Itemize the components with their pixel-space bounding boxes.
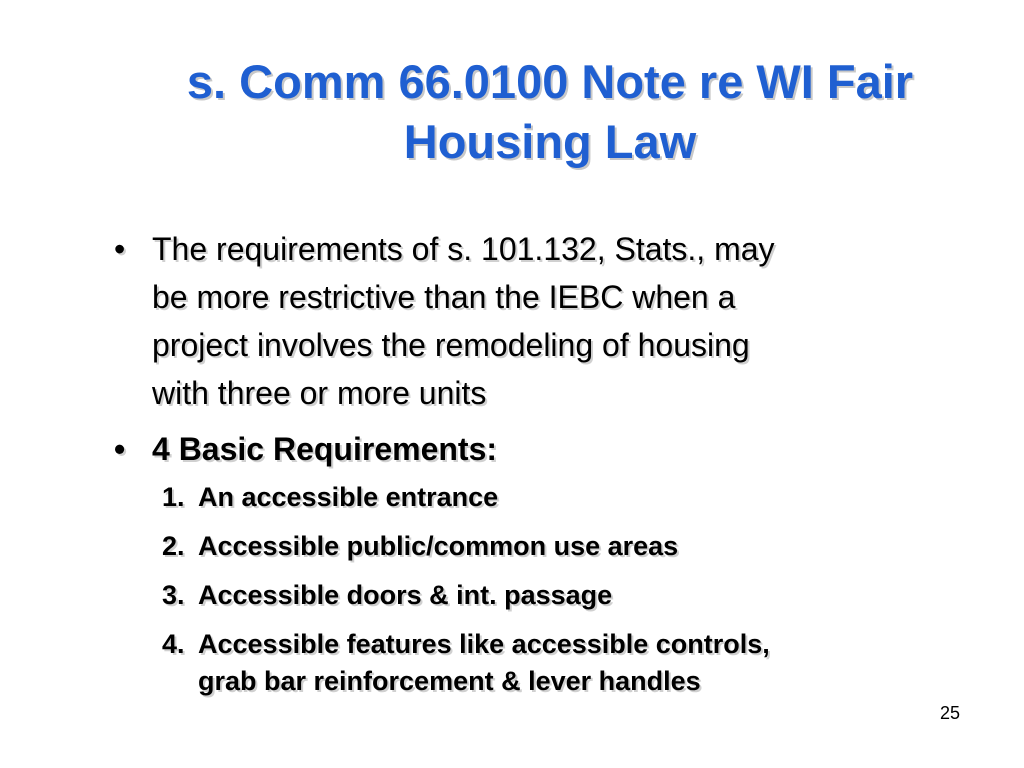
requirement-item (110, 528, 960, 565)
bullet-item (110, 225, 960, 417)
requirement-text-line: An accessible entrance (198, 482, 499, 512)
requirement-text-line: grab bar reinforcement & lever handles (198, 666, 701, 696)
requirement-text-line: Accessible doors & int. passage (198, 580, 613, 610)
requirement-item (110, 577, 960, 614)
requirement-text-line: Accessible features like accessible controls, (198, 629, 770, 659)
requirement-item (110, 479, 960, 516)
requirement-item (110, 626, 960, 700)
slide-title-line: s. Comm 66.0100 Note re WI Fair (186, 55, 914, 108)
requirement-number: 2. (162, 531, 185, 561)
bullet-item (110, 425, 960, 473)
bullet-text-line: be more restrictive than the IEBC when a (152, 279, 736, 315)
slide-body (110, 225, 960, 700)
bullet-text-line: The requirements of s. 101.132, Stats., may (152, 231, 775, 267)
bullet-marker: • (114, 431, 126, 467)
requirement-number: 4. (162, 629, 185, 659)
requirements-list (110, 479, 960, 700)
bullet-text-line: with three or more units (152, 375, 487, 411)
slide-title-line: Housing Law (403, 115, 697, 168)
requirement-number: 3. (162, 580, 185, 610)
page-number: 25 (940, 703, 961, 723)
bullet-text-line: project involves the remodeling of housing (152, 327, 750, 363)
requirement-text-line: Accessible public/common use areas (198, 531, 679, 561)
requirement-number: 1. (162, 482, 185, 512)
bullet-text-line: 4 Basic Requirements: (152, 431, 498, 467)
slide-title (130, 52, 970, 172)
bullet-marker: • (114, 231, 126, 267)
